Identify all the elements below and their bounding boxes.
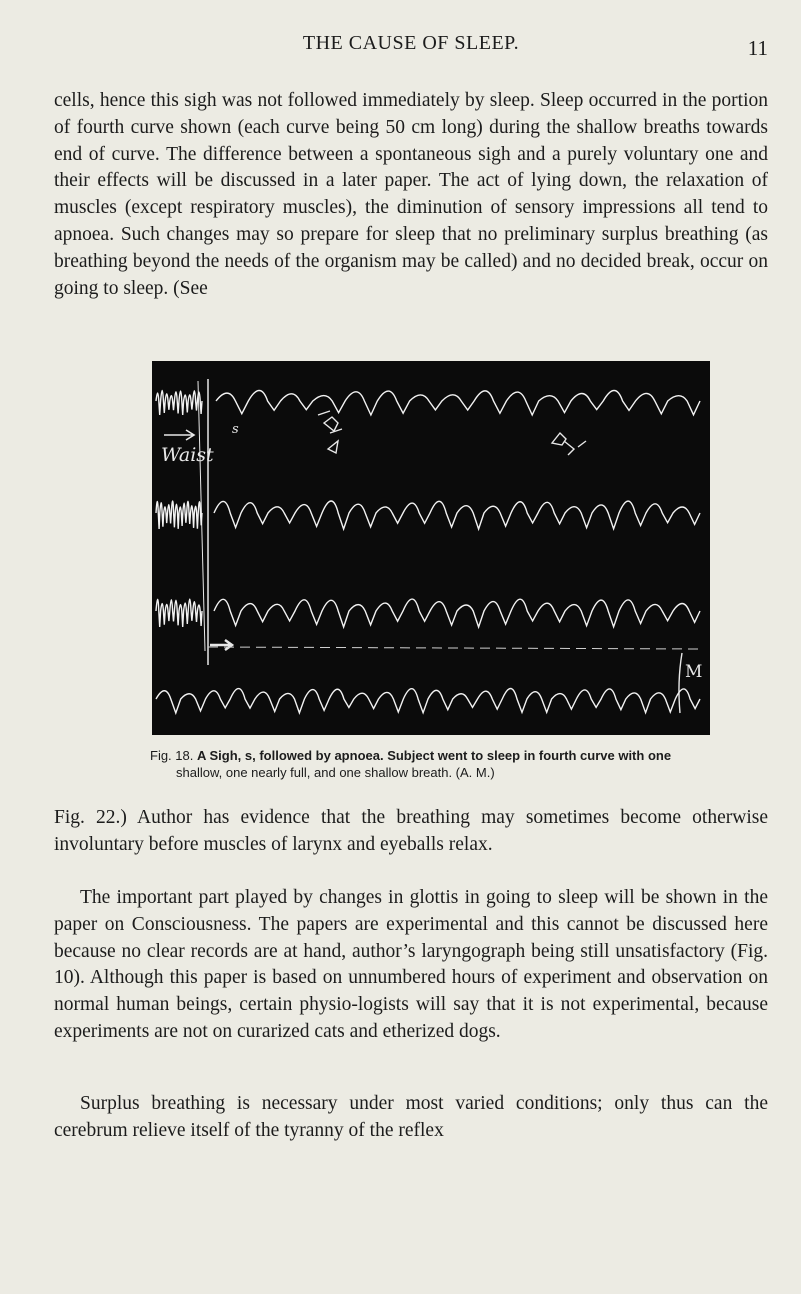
tracing-svg (152, 361, 710, 735)
figure-respiration-tracing (152, 361, 710, 735)
paragraph-3: The important part played by changes in glottis in going to sleep will be shown in the paper on Consciousness. The papers are experimental and this cannot be discussed here because no clear records are at hand, author’s laryngograph being still unsatisfactory (Fig. 10). Although this paper is based on unnumbered hours of experiment and observation on normal human beings, certain physio-logists will say that it is not experimental, because experiments are not on curarized cats and etherized dogs. (54, 887, 768, 1042)
running-head (54, 30, 768, 60)
sigh-mark-s: s (232, 422, 239, 437)
caption-line-1 (150, 747, 780, 764)
figure-caption (150, 747, 780, 781)
running-title: THE CAUSE OF SLEEP. (302, 32, 520, 54)
caption-label: Fig. 18. (150, 748, 194, 763)
handwritten-label-waist: Waist (161, 444, 214, 466)
paragraph-4: Surplus breathing is necessary under most varied conditions; only thus can the cerebrum relieve itself of the tyranny of the reflex (54, 1093, 768, 1141)
caption-line-2: shallow, one nearly full, and one shallow breath. (A. M.) (176, 765, 495, 780)
mark-m: M (685, 662, 703, 682)
paragraph-1: cells, hence this sigh was not followed immediately by sleep. Sleep occurred in the portion of fourth curve shown (each curve being 50 cm long) during the shallow breaths towards end of curve. The difference between a spontaneous sigh and a purely voluntary one and their effects will be discussed in a later paper. The act of lying down, the relaxation of muscles (except respiratory muscles), the diminution of sensory impressions all tend to apnoea. Such changes may so prepare for sleep that no preliminary surplus breathing (as breathing beyond the needs of the organism may be called) and no decided break, occur on going to sleep. (See (54, 90, 768, 299)
caption-text-1: A Sigh, s, followed by apnoea. Subject went to sleep in fourth curve with one (196, 748, 672, 763)
paragraph-2: Fig. 22.) Author has evidence that the breathing may sometimes become otherwise involuntary before muscles of larynx and eyeballs relax. (54, 807, 768, 855)
page-number: 11 (747, 36, 768, 60)
